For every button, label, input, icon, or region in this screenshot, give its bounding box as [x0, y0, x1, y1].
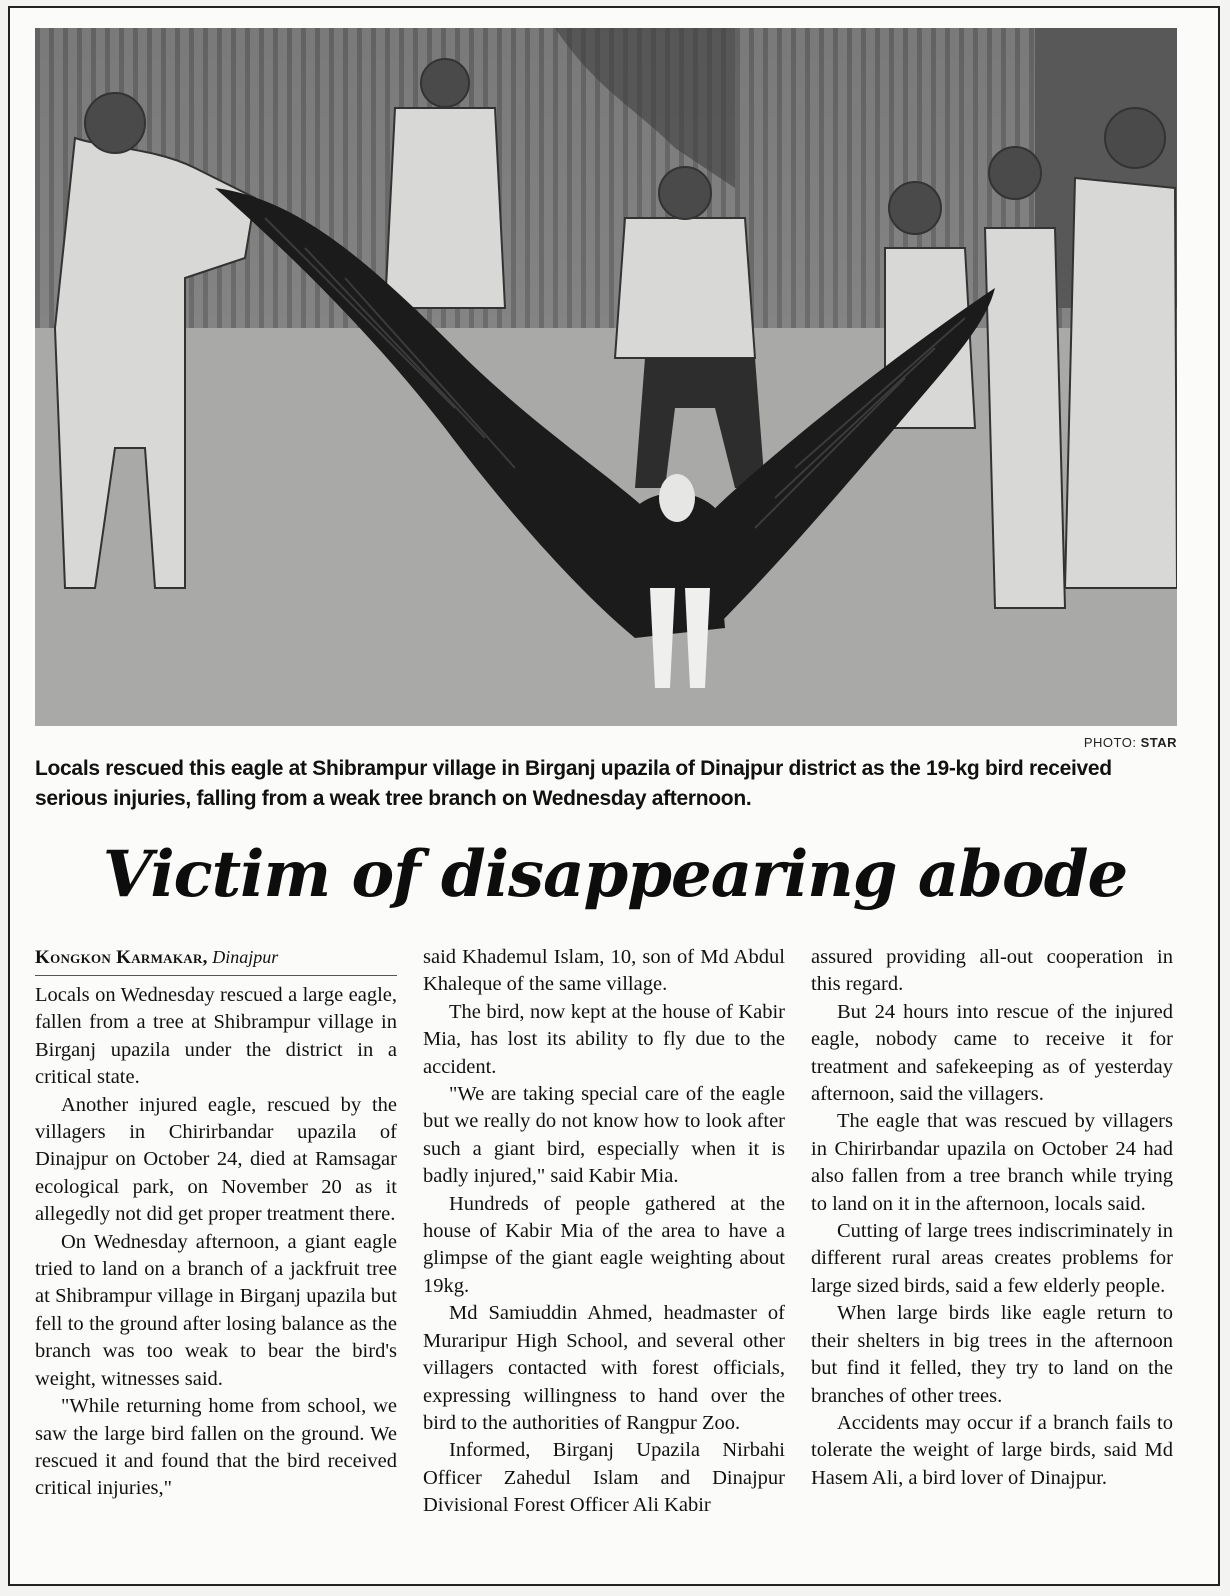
paragraph: Another injured eagle, rescued by the villagers in Chirirbandar upazila of Dinajpur on October 24, died at Ramsagar ecological park, on November 20 as it allegedly not did get proper treatment there. — [35, 1093, 397, 1226]
news-photo — [35, 28, 1177, 726]
article-column-2 — [423, 944, 785, 1520]
photo-credit-prefix: PHOTO: — [1083, 735, 1137, 750]
paragraph: The bird, now kept at the house of Kabir Mia, has lost its ability to fly due to the accident. — [423, 1000, 785, 1078]
dateline-place: Dinajpur — [212, 947, 279, 967]
paragraph: When large birds like eagle return to their shelters in big trees in the afternoon but find it felled, they try to land on the branches of other trees. — [811, 1302, 1173, 1407]
paragraph: The eagle that was rescued by villagers in Chirirbandar upazila on October 24 had also fallen from a tree branch while trying to land on it in the afternoon, locals said. — [811, 1110, 1173, 1215]
photo-caption: Locals rescued this eagle at Shibrampur village in Birganj upazila of Dinajpur district as the 19-kg bird received serious injuries, falling from a weak tree branch on Wednesday afternoon. — [35, 757, 1112, 810]
paragraph: Locals on Wednesday rescued a large eagle, fallen from a tree at Shibrampur village in Birganj upazila under the district in a critical state. — [35, 984, 397, 1089]
author-name: Kongkon Karmakar, — [35, 947, 208, 968]
paragraph: On Wednesday afternoon, a giant eagle tried to land on a branch of a jackfruit tree at Shibrampur village in Birganj upazila but fell to the ground after losing balance as the branch was too weak to bear the bird's weight, witnesses said. — [35, 1230, 397, 1390]
paragraph: Hundreds of people gathered at the house of Kabir Mia of the area to have a glimpse of the giant eagle weighting about 19kg. — [423, 1192, 785, 1297]
paragraph: said Khademul Islam, 10, son of Md Abdul Khaleque of the same village. — [423, 946, 785, 996]
photo-eagle-illustration — [35, 28, 1177, 726]
paragraph: Md Samiuddin Ahmed, headmaster of Muraripur High School, and several other villagers contacted with forest officials, expressing willingness to hand over the bird to the authorities of Rangpur Zoo. — [423, 1302, 785, 1434]
photo-credit-source: STAR — [1140, 735, 1177, 750]
paragraph: But 24 hours into rescue of the injured eagle, nobody came to receive it for treatment and safekeeping as of yesterday afternoon, said the villagers. — [811, 1000, 1173, 1106]
paragraph: Cutting of large trees indiscriminately in different rural areas creates problems for large sized birds, said a few elderly people. — [811, 1220, 1173, 1297]
photo-credit — [35, 735, 1177, 750]
article-column-1 — [35, 944, 397, 1503]
paragraph: assured providing all-out cooperation in this regard. — [811, 946, 1173, 996]
article-column-3 — [811, 944, 1173, 1492]
paragraph: "We are taking special care of the eagle but we really do not know how to look after such a giant bird, especially when it is badly injured," said Kabir Mia. — [423, 1083, 785, 1188]
paragraph: "While returning home from school, we saw the large bird fallen on the ground. We rescued it and found that the bird received critical injuries," — [35, 1395, 397, 1500]
paragraph: Informed, Birganj Upazila Nirbahi Officer Zahedul Islam and Dinajpur Divisional Forest Officer Ali Kabir — [423, 1439, 785, 1517]
article-headline: Victim of disappearing abode — [102, 837, 1128, 912]
paragraph: Accidents may occur if a branch fails to tolerate the weight of large birds, said Md Hasem Ali, a bird lover of Dinajpur. — [811, 1411, 1173, 1489]
byline — [35, 944, 397, 976]
